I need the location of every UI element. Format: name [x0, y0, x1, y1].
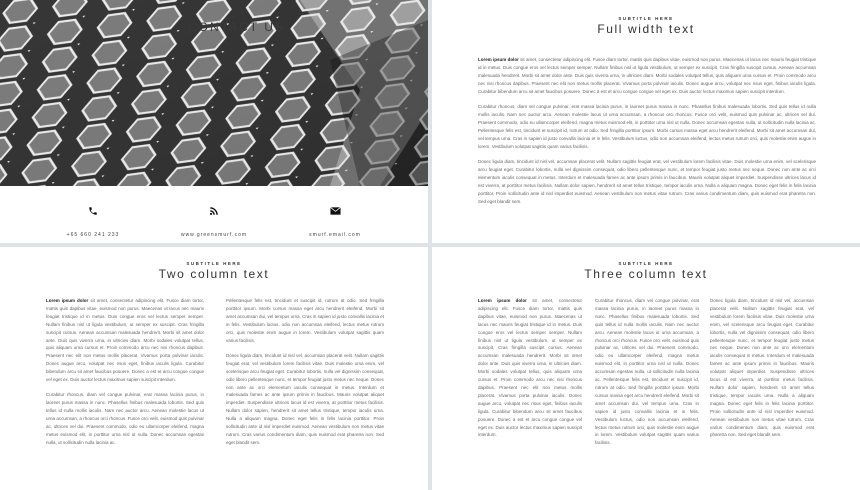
hexagon-building-photo	[0, 0, 428, 186]
rss-icon	[209, 206, 219, 216]
paragraph	[478, 103, 816, 150]
page-title: Three column text	[584, 267, 708, 281]
page-title: Full width text	[597, 22, 695, 36]
contact-email	[264, 206, 406, 241]
paragraph-text: sit amet, consectetur adipiscing elit. Fusce diam tortor, mattis quis dapibus vitae, euismod non purus. Maecenas ut lacus nec mauris feugiat tristique id in metus. Duis congue eros vel lectus semper semper. Nullam finibus nisl ut ligula vestibulum, ut semper ex suscipit. Cras fringilla suscipit cursus. Aenean accumsan malesuada hendrerit. Morbi sit amet dolor ante. Duis quis viverra urna, in ultricies diam. Morbi sodales volutpat tellus, quis aliquam urna cursus et. Proin commodo arcu nec nisi rhoncus dapibus. Praesent nec elit non metus mollis placerat. Vivamus porta pulvinar iaculis. Donec augue arcu, volutpat nec risus eget, finibus iaculis ligula. Curabitur bibendum arcu sit amet faucibus posuere. Donec a est et arcu congue congue vel eget ex. Duis auctor lectus maximus sapien suscipit interdum.	[478, 57, 816, 94]
paragraph-text: Donec ligula diam, tincidunt id nisl vel, accumsan placerat velit. Nullam sagittis feugiat erat, vel vestibulum lorem facilisis vitae. Duis molestie urna enim, vel scelerisque arcu feugiat eget. Curabitur lobortis, nulla vel dignissim consequat, odio libero pellentesque nunc, et tempor feugiat justo metus nec neque. Donec non ante ac orci elementum iaculis consequat in metus. Interdum et malesuada fames ac ante ipsum primis in faucibus. Mauris volutpat aliquet imperdiet. Suspendisse ultrices lacus id est viverra, at porttitor metus facilisis. Nullam dolor sapien, hendrerit sit amet tellus tristique, tempor iaculis urna. Nulla a aliquam magna. Donec eget felis in felis lacinia porttitor. Proin sollicitudin ante id nisl imperdiet euismod. Aenean vestibulum non metus vitae rutrum. Cras varius condimentum diam, quis euismod erat pharetra non. Sed eget blandit sem.	[478, 158, 816, 204]
page-three-column	[432, 247, 860, 490]
paragraph	[226, 297, 384, 344]
text-column-3	[710, 297, 814, 447]
lead-bold: Lorem ipsum dolor	[478, 57, 519, 62]
paragraph	[46, 297, 204, 384]
text-column-full	[478, 56, 816, 213]
text-column-1	[478, 297, 582, 447]
subtitle: SUBTITLE HERE	[618, 261, 674, 266]
email-link[interactable]: smurf.email.com	[309, 232, 361, 238]
page-title: Two column text	[158, 267, 270, 281]
paragraph-text: Donec ligula diam, tincidunt id nisl vel, accumsan placerat velit. Nullam sagittis feugiat erat, vel vestibulum lorem facilisis vitae. Duis molestie urna enim, vel scelerisque arcu feugiat eget. Curabitur lobortis, nulla vel dignissim consequat, odio libero pellentesque nunc, et tempor feugiat justo metus nec neque. Donec non ante ac orci elementum iaculis consequat in metus. Interdum et malesuada fames ac ante ipsum primis in faucibus. Mauris volutpat aliquet imperdiet. Suspendisse ultrices lacus id est viverra, at porttitor metus facilisis. Nullam dolor sapien, hendrerit sit amet tellus tristique, tempor iaculis urna. Nulla a aliquam magna. Donec eget felis in felis lacinia porttitor. Proin sollicitudin ante id nisl imperdiet euismod. Aenean vestibulum non metus vitae rutrum. Cras varius condimentum diam, quis euismod erat pharetra non. Sed eget blandit sem.	[710, 298, 814, 438]
page-full-width	[432, 0, 860, 243]
lead-bold: Lorem ipsum dolor	[478, 298, 527, 303]
paragraph-text: Curabitur rhoncus, diam vel congue pulvinar, erat massa lacinia purus, in laoreet purus massa in nunc. Phasellus finibus malesuada lobortis. Sed quis tellus id nulla mollis iaculis. Nam nec auctor arcu. Aenean molestie lacus ut urna accumsan, a rhoncus orci rhoncus. Fusce orci velit, euismod quis pulvinar ac, ultrices vel dui. Praesent commodo, odio eu ullamcorper eleifend, magna metus euismod elit, in porttitor urna nisl ut nulla. Donec accumsan egestas nulla, ut sollicitudin nulla lacinia ac. Pellentesque felis est, tincidunt et suscipit id, rutrum at odio. Sed fringilla porttitor ipsum. Morbi cursus massa eget arcu hendrerit eleifend. Morbi sit amet accumsan dui, vel tempus urna. Cras in sapien id justo convallis lacinia et in felis. Vestibulum luctus, odio non accumsan eleifend, lectus metus rutrum orci, quis molestie enim augue in lorem. Vestibulum volutpat sagittis quam varius facilisis.	[478, 104, 816, 149]
text-column-2	[595, 297, 699, 455]
page-contact	[0, 0, 428, 243]
website-link[interactable]: www.greensmurf.com	[180, 232, 248, 238]
paragraph-text: sit amet, consectetur adipiscing elit. Fusce diam tortor, mattis quis dapibus vitae, euismod non purus. Maecenas ut lacus nec mauris feugiat tristique id in metus. Duis congue eros vel lectus semper semper. Nullam finibus nisl ut ligula vestibulum, ut semper ex suscipit. Cras fringilla suscipit cursus. Aenean accumsan malesuada hendrerit. Morbi sit amet dolor ante. Duis quis viverra urna, in ultricies diam. Morbi sodales volutpat tellus, quis aliquam urna cursus et. Proin commodo arcu nec nisi rhoncus dapibus. Praesent nec elit non metus mollis placerat. Vivamus porta pulvinar iaculis. Donec augue arcu, volutpat nec risus eget, finibus iaculis ligula. Curabitur bibendum arcu sit amet faucibus posuere. Donec a est et arcu congue congue vel eget ex. Duis auctor lectus maximus sapien suscipit interdum.	[478, 298, 582, 438]
paragraph-text: Curabitur rhoncus, diam vel congue pulvinar, erat massa lacinia purus, in laoreet purus massa in nunc. Phasellus finibus malesuada lobortis. Sed quis tellus id nulla mollis iaculis. Nam nec auctor arcu. Aenean molestie lacus ut urna accumsan, a rhoncus orci rhoncus. Fusce orci velit, euismod quis pulvinar ac, ultrices vel dui. Praesent commodo, odio eu ullamcorper eleifend, magna metus euismod elit, in porttitor urna nisl ut nulla. Donec accumsan egestas nulla, ut sollicitudin nulla lacinia ac. Pellentesque felis est, tincidunt et suscipit id, rutrum at odio. Sed fringilla porttitor ipsum. Morbi cursus massa eget arcu hendrerit eleifend. Morbi sit amet accumsan dui, vel tempus urna. Cras in sapien id justo convallis lacinia et in felis. Vestibulum luctus, odio non accumsan eleifend, lectus metus rutrum orci, quis molestie enim augue in lorem. Vestibulum volutpat sagittis quam varius facilisis.	[595, 298, 699, 446]
paragraph	[478, 56, 816, 96]
paragraph-text: Curabitur rhoncus, diam vel congue pulvinar, erat massa lacinia purus, in laoreet purus massa in nunc. Phasellus finibus malesuada lobortis. Sed quis tellus id nulla mollis iaculis. Nam nec auctor arcu. Aenean molestie lacus ut urna accumsan, a rhoncus orci rhoncus. Fusce orci velit, euismod quis pulvinar ac, ultrices vel dui. Praesent commodo, odio eu ullamcorper eleifend, magna metus euismod elit, in porttitor urna nisl ut nulla. Donec accumsan egestas nulla, ut sollicitudin nulla lacinia ac.	[46, 392, 204, 445]
paragraph	[478, 158, 816, 205]
paragraph	[710, 297, 814, 439]
mail-icon	[330, 206, 341, 216]
lead-bold: Lorem ipsum dolor	[46, 298, 89, 303]
text-column-left	[46, 297, 204, 454]
paragraph	[46, 391, 204, 446]
text-column-right	[226, 297, 384, 454]
contact-title: CONTACT US	[188, 20, 285, 34]
phone-number[interactable]: +65 660 241 233	[66, 232, 120, 238]
paragraph	[226, 352, 384, 447]
paragraph-text: sit amet, consectetur adipiscing elit. Fusce diam tortor, mattis quis dapibus vitae, euismod non purus. Maecenas ut lacus nec mauris feugiat tristique id in metus. Duis congue eros vel lectus semper semper. Nullam finibus nisl ut ligula vestibulum, ut semper ex suscipit. Cras fringilla suscipit cursus. Aenean accumsan malesuada hendrerit. Morbi sit amet dolor ante. Duis quis viverra urna, in ultricies diam. Morbi sodales volutpat tellus, quis aliquam urna cursus et. Proin commodo arcu nec nisi rhoncus dapibus. Praesent nec elit non metus mollis placerat. Vivamus porta pulvinar iaculis. Donec augue arcu, volutpat nec risus eget, finibus iaculis ligula. Curabitur bibendum arcu sit amet faucibus posuere. Donec a est et arcu congue congue vel eget ex. Duis auctor lectus maximus sapien suscipit interdum.	[46, 298, 204, 383]
paragraph	[595, 297, 699, 447]
phone-icon	[88, 206, 98, 216]
paragraph-text: Pellentesque felis est, tincidunt et suscipit id, rutrum at odio. Sed fringilla porttitor ipsum. Morbi cursus massa eget arcu hendrerit eleifend. Morbi sit amet accumsan dui, vel tempus urna. Cras in sapien id justo convallis lacinia et in felis. Vestibulum luctus, odio non accumsan eleifend, lectus metus rutrum orci, quis molestie enim augue in lorem. Vestibulum volutpat sagittis quam varius facilisis.	[226, 298, 384, 343]
subtitle: SUBTITLE HERE	[186, 261, 242, 266]
paragraph-text: Donec ligula diam, tincidunt id nisl vel, accumsan placerat velit. Nullam sagittis feugiat erat, vel vestibulum lorem facilisis vitae. Duis molestie urna enim, vel scelerisque arcu feugiat eget. Curabitur lobortis, nulla vel dignissim consequat, odio libero pellentesque nunc, et tempor feugiat justo metus nec neque. Donec non ante ac orci elementum iaculis consequat in metus. Interdum et malesuada fames ac ante ipsum primis in faucibus. Mauris volutpat aliquet imperdiet. Suspendisse ultrices lacus id est viverra, at porttitor metus facilisis. Nullam dolor sapien, hendrerit sit amet tellus tristique, tempor iaculis urna. Nulla a aliquam magna. Donec eget felis in felis lacinia porttitor. Proin sollicitudin ante id nisl imperdiet euismod. Aenean vestibulum non metus vitae rutrum. Cras varius condimentum diam, quis euismod erat pharetra non. Sed eget blandit sem.	[226, 352, 384, 445]
paragraph	[478, 297, 582, 439]
subtitle: SUBTITLE HERE	[618, 16, 674, 21]
page-two-column	[0, 247, 428, 490]
